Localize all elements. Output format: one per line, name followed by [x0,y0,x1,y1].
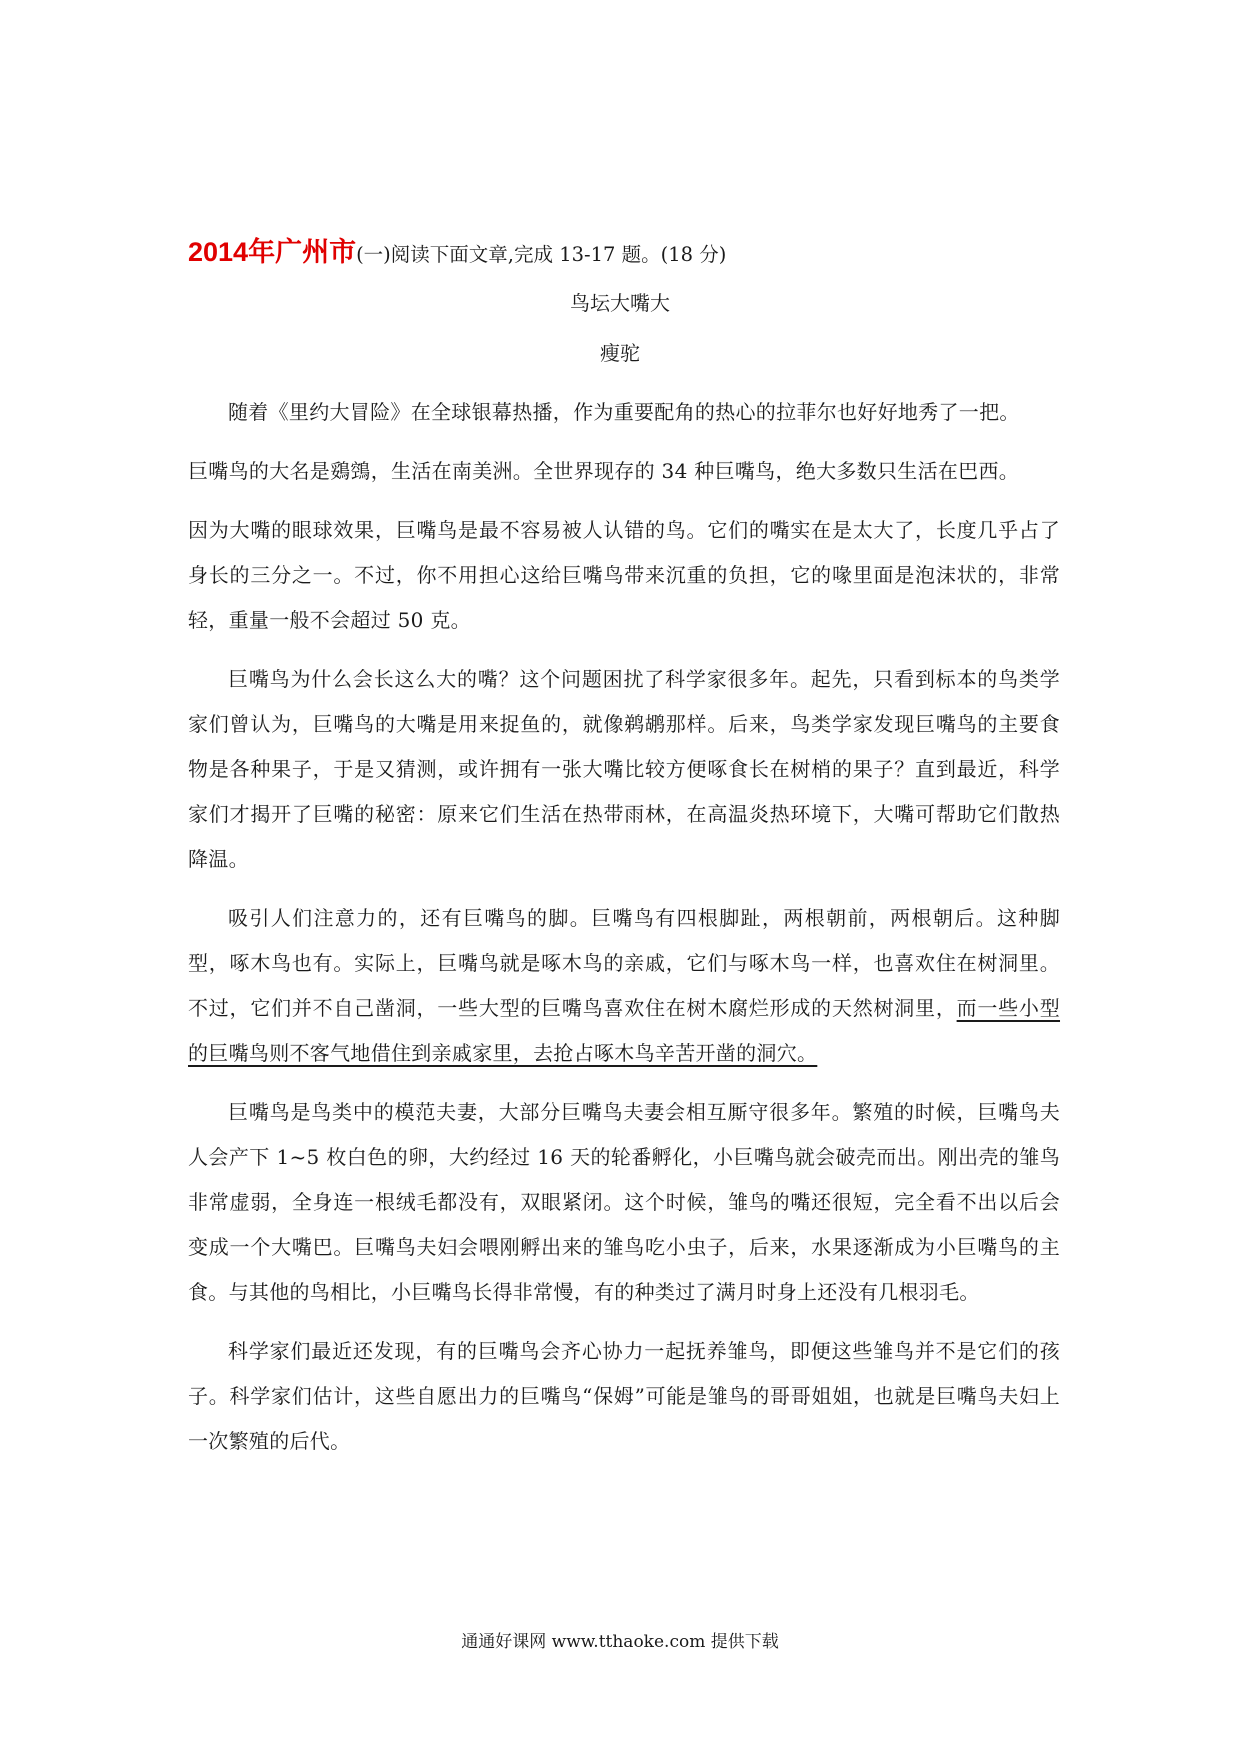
article-title-text: 鸟坛大嘴大 [570,291,670,315]
article-author-text: 瘦驼 [600,341,640,365]
paragraph-6: 巨嘴鸟是鸟类中的模范夫妻，大部分巨嘴鸟夫妻会相互厮守很多年。繁殖的时候，巨嘴鸟夫人会产下 1~5 枚白色的卵，大约经过 16 天的轮番孵化，小巨嘴鸟就会破壳而出。刚出壳的雏鸟非常虚弱，全身连一根绒毛都没有，双眼紧闭。这个时候，雏鸟的嘴还很短，完全看不出以后会变成一个大嘴巴。巨嘴鸟夫妇会喂刚孵出来的雏鸟吃小虫子，后来，水果逐渐成为小巨嘴鸟的主食。与其他的鸟相比，小巨嘴鸟长得非常慢，有的种类过了满月时身上还没有几根羽毛。 [188,1100,1060,1304]
exam-source-label: 2014年广州市 [188,237,357,267]
article-body [188,390,1060,1464]
paragraph-3: 因为大嘴的眼球效果，巨嘴鸟是最不容易被人认错的鸟。它们的嘴实在是太大了，长度几乎占了身长的三分之一。不过，你不用担心这给巨嘴鸟带来沉重的负担，它的喙里面是泡沫状的，非常轻，重量一般不会超过 50 克。 [188,518,1060,632]
paragraph-2: 巨嘴鸟的大名是鵎鵼，生活在南美洲。全世界现存的 34 种巨嘴鸟，绝大多数只生活在巴西。 [188,459,1020,483]
article-author [0,338,1240,368]
paragraph-5 [188,896,1060,1076]
paragraph-1: 随着《里约大冒险》在全球银幕热播，作为重要配角的热心的拉菲尔也好好地秀了一把。 [228,400,1020,424]
download-footer: 通通好课网 www.tthaoke.com 提供下载 [461,1632,779,1652]
question-instruction: (一)阅读下面文章,完成 13-17 题。(18 分) [356,243,727,266]
paragraph-7: 科学家们最近还发现，有的巨嘴鸟会齐心协力一起抚养雏鸟，即便这些雏鸟并不是它们的孩子。科学家们估计，这些自愿出力的巨嘴鸟“保姆”可能是雏鸟的哥哥姐姐，也就是巨嘴鸟夫妇上一次繁殖的后代。 [188,1339,1060,1453]
paragraph-5-text: 吸引人们注意力的，还有巨嘴鸟的脚。巨嘴鸟有四根脚趾，两根朝前，两根朝后。这种脚型，啄木鸟也有。实际上，巨嘴鸟就是啄木鸟的亲戚，它们与啄木鸟一样，也喜欢住在树洞里。不过，它们并不自己凿洞，一些大型的巨嘴鸟喜欢住在树木腐烂形成的天然树洞里， [188,906,1060,1020]
question-heading [188,232,1088,276]
paragraph-4: 巨嘴鸟为什么会长这么大的嘴？这个问题困扰了科学家很多年。起先，只看到标本的鸟类学家们曾认为，巨嘴鸟的大嘴是用来捉鱼的，就像鹈鹕那样。后来，鸟类学家发现巨嘴鸟的主要食物是各种果子，于是又猜测，或许拥有一张大嘴比较方便啄食长在树梢的果子？直到最近，科学家们才揭开了巨嘴的秘密：原来它们生活在热带雨林，在高温炎热环境下，大嘴可帮助它们散热降温。 [188,667,1060,871]
underlined-sentence: 而一些小型的巨嘴鸟则不客气地借住到亲戚家里，去抢占啄木鸟辛苦开凿的洞穴。 [188,996,1061,1065]
article-title [0,288,1240,318]
